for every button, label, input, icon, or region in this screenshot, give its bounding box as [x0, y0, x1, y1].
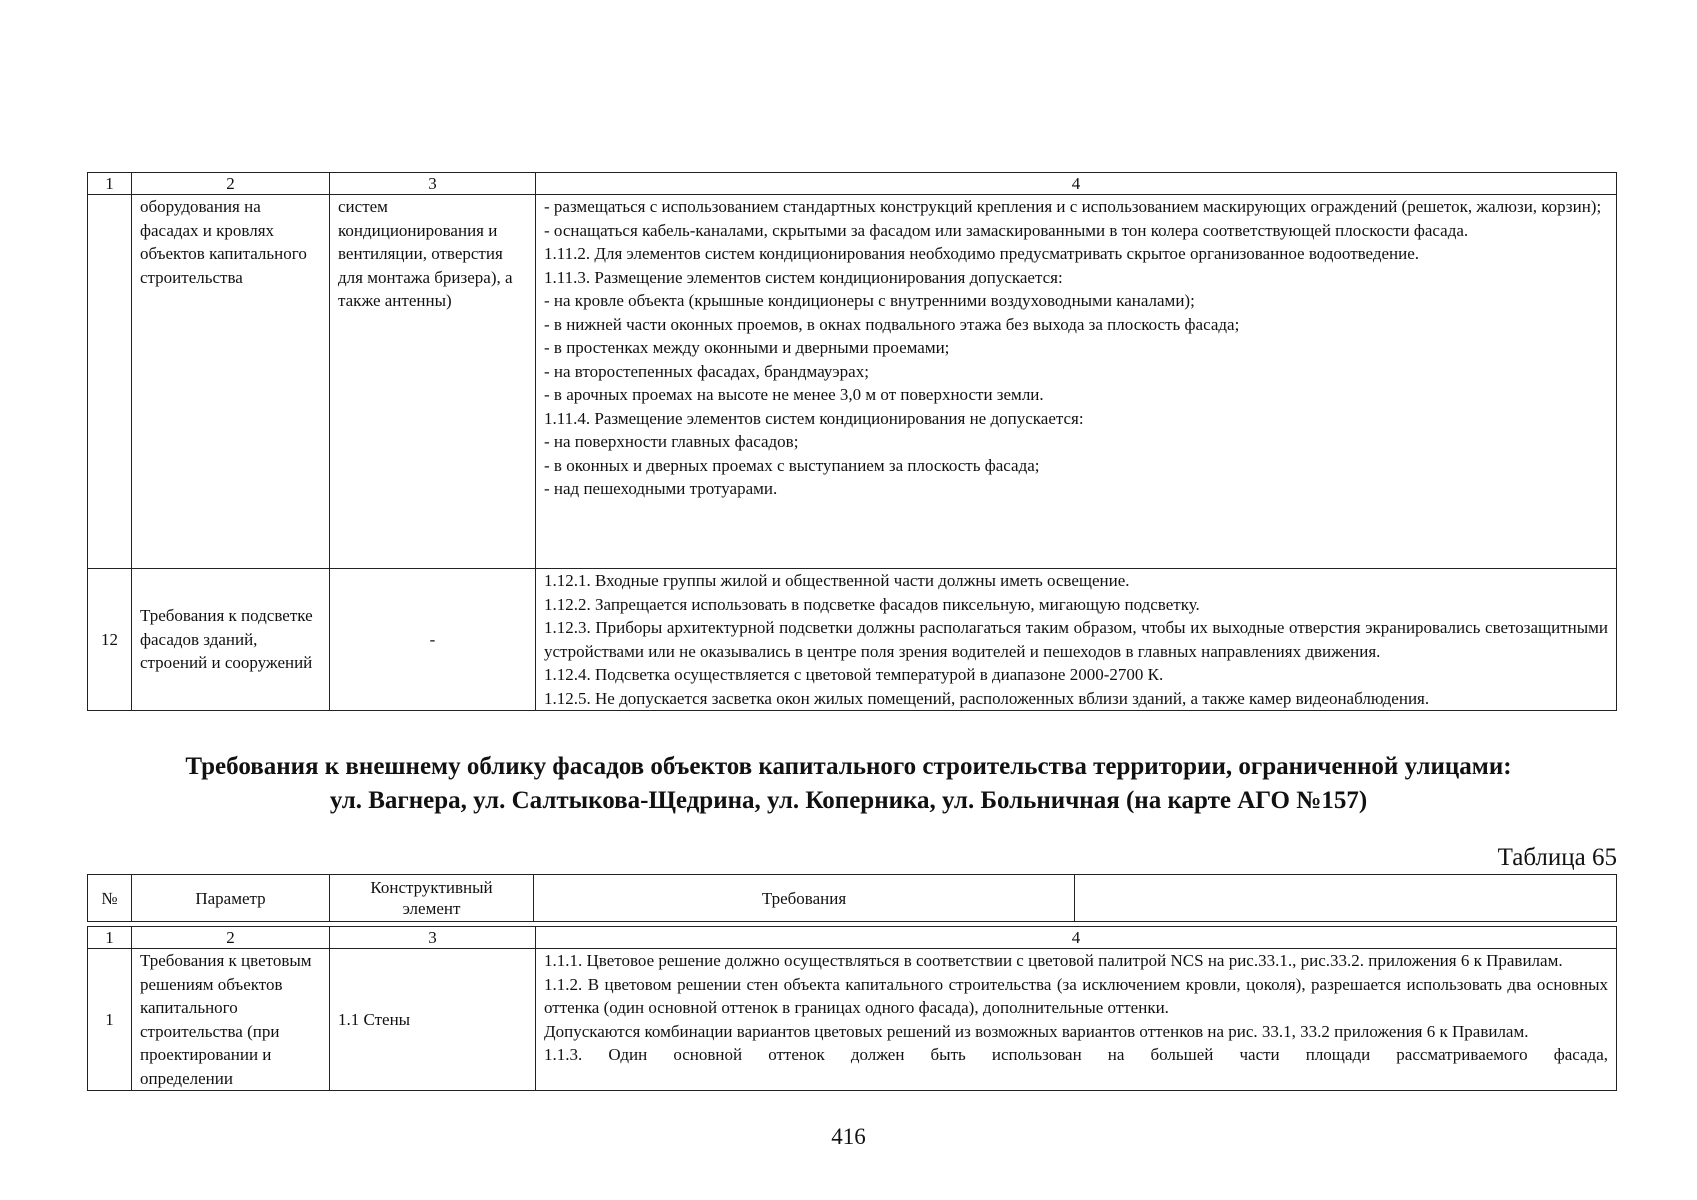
requirement-line: - в оконных и дверных проемах с выступанием за плоскость фасада;	[544, 455, 1040, 475]
table-row	[88, 569, 1617, 711]
requirements-cell	[536, 949, 1617, 1091]
header-element: Конструктивный элемент	[330, 875, 534, 922]
col-number-4: 4	[536, 927, 1617, 949]
requirement-line: - в нижней части оконных проемов, в окнах подвального этажа без выхода за плоскость фасада;	[544, 314, 1240, 334]
requirement-line: 1.11.4. Размещение элементов систем кондиционирования не допускается:	[544, 408, 1084, 428]
col-number-4: 4	[536, 173, 1617, 195]
table-row	[88, 195, 1617, 569]
header-number: №	[88, 875, 132, 922]
col-number-3: 3	[330, 927, 536, 949]
table-caption: Таблица 65	[1497, 844, 1617, 871]
col-number-1: 1	[88, 927, 132, 949]
requirement-line: 1.12.2. Запрещается использовать в подсветке фасадов пиксельную, мигающую подсветку.	[544, 594, 1200, 614]
table-65	[87, 926, 1617, 1091]
requirement-line: Допускаются комбинации вариантов цветовых решений из возможных вариантов оттенков на рис. 33.1, 33.2 приложения 6 к Правилам.	[544, 1021, 1529, 1041]
row-number-cell	[88, 195, 132, 569]
element-cell: систем кондиционирования и вентиляции, отверстия для монтажа бризера), а также антенны)	[330, 195, 536, 569]
requirement-line: 1.11.2. Для элементов систем кондиционирования необходимо предусматривать скрытое организованное водоотведение.	[544, 244, 1420, 263]
col-number-2: 2	[132, 173, 330, 195]
col-number-2: 2	[132, 927, 330, 949]
element-cell: 1.1 Стены	[330, 949, 536, 1091]
parameter-cell: Требования к подсветке фасадов зданий, строений и сооружений	[132, 569, 330, 711]
header-requirements: Требования	[534, 875, 1075, 922]
column-number-row	[88, 927, 1617, 949]
requirement-line: 1.1.2. В цветовом решении стен объекта капитального строительства (за исключением кровли, цоколя), разрешается использовать два основных оттенка (один основной оттенок в границах одного фасада), дополнительные оттенки.	[544, 974, 1608, 1017]
column-number-row	[88, 173, 1617, 195]
header-row	[88, 875, 1617, 922]
requirement-line: - оснащаться кабель-каналами, скрытыми за фасадом или замаскированными в тон колера соответствующей плоскости фасада.	[544, 220, 1469, 240]
page-number: 416	[831, 1124, 866, 1149]
table-row	[88, 949, 1617, 1091]
requirements-cell	[536, 569, 1617, 711]
header-parameter: Параметр	[132, 875, 330, 922]
heading-line-2: ул. Вагнера, ул. Салтыкова-Щедрина, ул. Коперника, ул. Больничная (на карте АГО №157)	[329, 787, 1368, 814]
requirement-line: 1.12.3. Приборы архитектурной подсветки должны располагаться таким образом, чтобы их выходные отверстия экранировались светозащитными устройствами или не оказывались в центре поля зрения водителей и пешеходов в главных направлениях движения.	[544, 618, 1608, 661]
requirement-line: - на второстепенных фасадах, брандмауэрах;	[544, 361, 869, 381]
row-number-cell: 1	[88, 949, 132, 1091]
header-empty	[1075, 875, 1617, 922]
element-cell: -	[330, 569, 536, 711]
requirement-line: 1.12.5. Не допускается засветка окон жилых помещений, расположенных вблизи зданий, а также камер видеонаблюдения.	[544, 688, 1430, 708]
requirement-line: - на поверхности главных фасадов;	[544, 432, 799, 451]
requirement-line: - в арочных проемах на высоте не менее 3,0 м от поверхности земли.	[544, 385, 1044, 404]
row-number-cell: 12	[88, 569, 132, 711]
requirement-line: - в простенках между оконными и дверными проемами;	[544, 338, 950, 357]
parameter-cell: Требования к цветовым решениям объектов капитального строительства (при проектировании и определении	[132, 949, 330, 1091]
requirements-cell	[536, 195, 1617, 569]
requirement-line: - на кровле объекта (крышные кондиционеры с внутренними воздуховодными каналами);	[544, 291, 1195, 310]
parameter-cell: оборудования на фасадах и кровлях объектов капитального строительства	[132, 195, 330, 569]
requirement-line: - над пешеходными тротуарами.	[544, 479, 778, 498]
heading-line-1: Требования к внешнему облику фасадов объектов капитального строительства территории, ограниченной улицами:	[185, 753, 1512, 780]
col-number-1: 1	[88, 173, 132, 195]
requirement-line: 1.1.3. Один основной оттенок должен быть использован на большей части площади рассматриваемого фасада,	[544, 1045, 1608, 1064]
requirement-line: 1.12.1. Входные группы жилой и общественной части должны иметь освещение.	[544, 571, 1130, 590]
continued-requirements-table	[87, 172, 1617, 711]
section-heading	[60, 750, 1637, 818]
table-65-header	[87, 874, 1617, 922]
requirement-line: - размещаться с использованием стандартных конструкций крепления и с использованием маскирующих ограждений (решеток, жалюзи, корзин);	[544, 197, 1602, 216]
requirement-line: 1.11.3. Размещение элементов систем кондиционирования допускается:	[544, 267, 1063, 287]
requirement-line: 1.12.4. Подсветка осуществляется с цветовой температурой в диапазоне 2000-2700 К.	[544, 665, 1164, 684]
col-number-3: 3	[330, 173, 536, 195]
requirement-line: 1.1.1. Цветовое решение должно осуществляться в соответствии с цветовой палитрой NCS на рис.33.1., рис.33.2. приложения 6 к Правилам.	[544, 951, 1563, 970]
